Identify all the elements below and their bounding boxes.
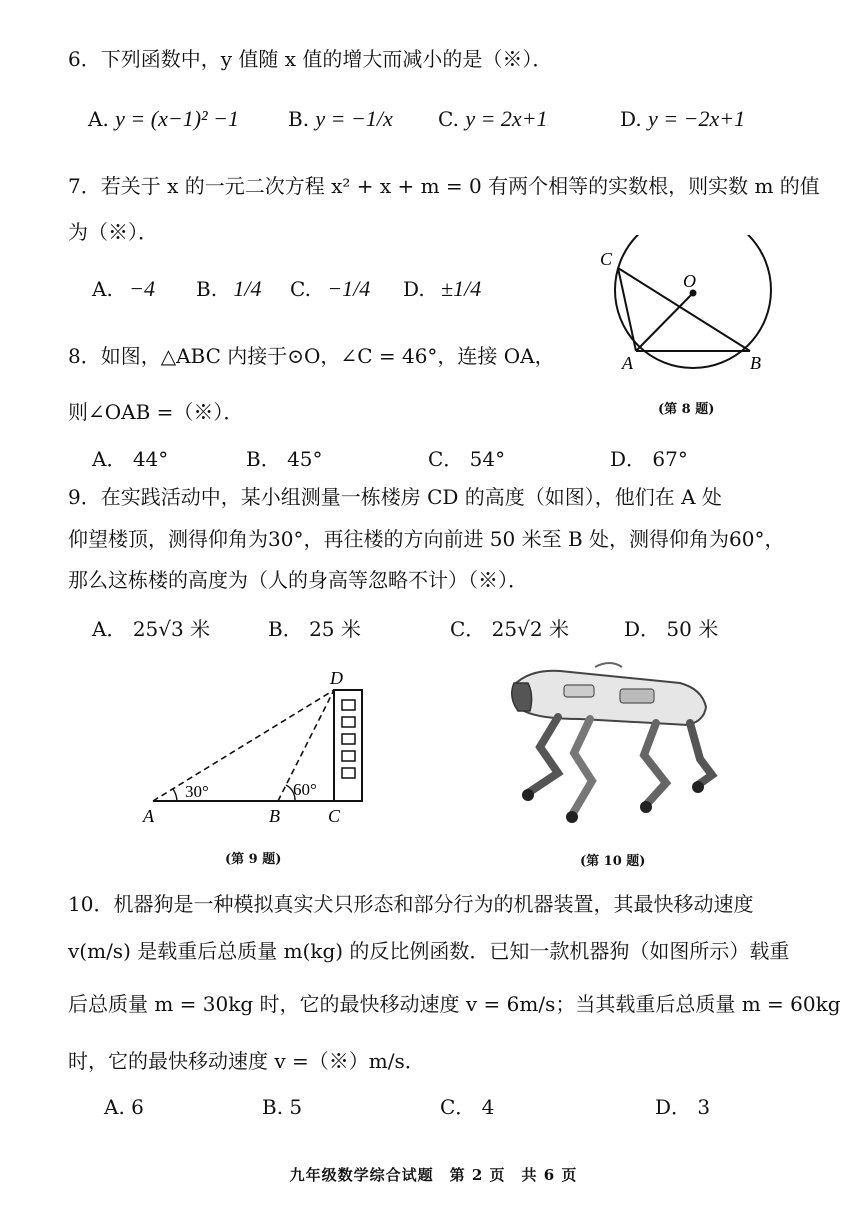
option-text: 45° bbox=[287, 447, 323, 471]
option-text: 6 bbox=[131, 1095, 144, 1119]
q7-option-b bbox=[196, 275, 262, 303]
q10-option-b bbox=[262, 1093, 302, 1121]
option-text: 4 bbox=[481, 1095, 495, 1119]
option-text: 25√2 米 bbox=[491, 617, 569, 641]
option-text: 44° bbox=[132, 447, 169, 471]
q8-figure bbox=[590, 235, 790, 385]
q8-stem-line2: 则∠OAB =（※）． bbox=[68, 400, 244, 424]
option-label: C． bbox=[450, 617, 486, 641]
q8-option-a bbox=[92, 445, 168, 473]
q8-option-b bbox=[246, 445, 323, 473]
label-d: D bbox=[330, 668, 343, 688]
q6-stem: 6．下列函数中，y 值随 x 值的增大而减小的是（※）． bbox=[68, 47, 553, 71]
option-text: 25 米 bbox=[309, 617, 361, 641]
option-label: A． bbox=[92, 447, 127, 471]
option-label: A. bbox=[104, 1095, 125, 1119]
option-text: 5 bbox=[289, 1095, 303, 1119]
angle-arc-a bbox=[173, 789, 177, 801]
option-label: A． bbox=[92, 617, 127, 641]
q9-option-b bbox=[268, 615, 361, 643]
q7-option-c bbox=[290, 275, 370, 303]
option-text: 50 米 bbox=[666, 617, 719, 641]
q10-option-c bbox=[440, 1093, 494, 1121]
option-text: 1/4 bbox=[233, 276, 262, 301]
q8-caption: (第 8 题) bbox=[658, 402, 715, 417]
angle-label-30: 30° bbox=[185, 782, 209, 801]
option-text: 25√3 米 bbox=[132, 617, 211, 641]
q9-option-c bbox=[450, 615, 569, 643]
option-label: D. bbox=[403, 277, 425, 301]
window bbox=[342, 700, 355, 710]
q7-stem-line2: 为（※）． bbox=[68, 220, 158, 244]
option-label: C． bbox=[428, 447, 464, 471]
q10-stem-line3: 后总质量 m = 30kg 时，它的最快移动速度 v = 6m/s；当其载重后总质量 m = 60kg bbox=[68, 992, 841, 1016]
q8-option-d bbox=[610, 445, 688, 473]
window bbox=[342, 768, 355, 778]
q7-option-a bbox=[92, 275, 155, 303]
option-label: B. bbox=[288, 107, 310, 131]
label-c: C bbox=[328, 806, 341, 826]
option-text: y = (x−1)² −1 bbox=[115, 106, 239, 131]
option-label: B． bbox=[268, 617, 303, 641]
label-b: B bbox=[750, 353, 761, 373]
label-c: C bbox=[600, 249, 613, 269]
q9-stem-line3: 那么这栋楼的高度为（人的身高等忽略不计）（※）． bbox=[68, 568, 528, 592]
robot-dog-image bbox=[500, 655, 730, 835]
q10-stem-line2: v(m/s) 是载重后总质量 m(kg) 的反比例函数．已知一款机器狗（如图所示）载重 bbox=[68, 939, 790, 963]
q10-option-d bbox=[655, 1093, 710, 1121]
q10-stem-line1: 10．机器狗是一种模拟真实犬只形态和部分行为的机器装置，其最快移动速度 bbox=[68, 892, 754, 916]
window bbox=[342, 751, 355, 761]
label-a: A bbox=[143, 806, 154, 826]
option-label: A. bbox=[88, 107, 109, 131]
q9-figure bbox=[135, 668, 375, 833]
option-text: ±1/4 bbox=[441, 276, 482, 301]
option-label: C． bbox=[440, 1095, 476, 1119]
q6-option-d bbox=[620, 105, 745, 133]
option-label: A. bbox=[92, 277, 113, 301]
q10-stem-line4: 时，它的最快移动速度 v =（※）m/s． bbox=[68, 1049, 425, 1073]
q6-option-a bbox=[88, 105, 239, 133]
option-label: B． bbox=[246, 447, 281, 471]
q7-stem-line1: 7．若关于 x 的一元二次方程 x² + x + m = 0 有两个相等的实数根，则实数 m 的值 bbox=[68, 174, 820, 198]
side-ca bbox=[618, 268, 636, 351]
q10-caption: (第 10 题) bbox=[580, 854, 646, 869]
option-text: −4 bbox=[129, 276, 156, 301]
label-b: B bbox=[269, 806, 280, 826]
option-label: D． bbox=[624, 617, 661, 641]
q10-option-a bbox=[104, 1093, 144, 1121]
q6-option-b bbox=[288, 105, 393, 133]
page-footer: 九年级数学综合试题 第 2 页 共 6 页 bbox=[289, 1166, 578, 1184]
option-label: B. bbox=[262, 1095, 284, 1119]
label-a: A bbox=[622, 353, 633, 373]
option-text: y = −2x+1 bbox=[648, 106, 746, 131]
q6-option-c bbox=[438, 105, 548, 133]
option-label: D． bbox=[610, 447, 647, 471]
window bbox=[342, 734, 355, 744]
option-text: y = 2x+1 bbox=[465, 106, 548, 131]
label-o: O bbox=[683, 271, 696, 291]
option-label: D． bbox=[655, 1095, 692, 1119]
q9-stem-line1: 9．在实践活动中，某小组测量一栋楼房 CD 的高度（如图），他们在 A 处 bbox=[68, 485, 722, 509]
segment-oa bbox=[636, 293, 693, 351]
option-text: y = −1/x bbox=[315, 106, 393, 131]
option-label: C. bbox=[438, 107, 459, 131]
building bbox=[334, 690, 362, 801]
q9-option-a bbox=[92, 615, 210, 643]
q9-option-d bbox=[624, 615, 718, 643]
q7-option-d bbox=[403, 275, 481, 303]
option-text: −1/4 bbox=[327, 276, 371, 301]
option-text: 54° bbox=[469, 447, 506, 471]
option-text: 3 bbox=[697, 1095, 711, 1119]
option-label: B. bbox=[196, 277, 218, 301]
window bbox=[342, 717, 355, 727]
option-text: 67° bbox=[652, 447, 688, 471]
q9-stem-line2: 仰望楼顶，测得仰角为30°，再往楼的方向前进 50 米至 B 处，测得仰角为60°， bbox=[68, 527, 785, 551]
angle-label-60: 60° bbox=[293, 780, 317, 799]
option-label: D. bbox=[620, 107, 642, 131]
q8-stem-line1: 8．如图，△ABC 内接于⊙O，∠C = 46°，连接 OA， bbox=[68, 344, 555, 368]
option-label: C. bbox=[290, 277, 311, 301]
q9-caption: (第 9 题) bbox=[225, 852, 282, 867]
q8-option-c bbox=[428, 445, 505, 473]
